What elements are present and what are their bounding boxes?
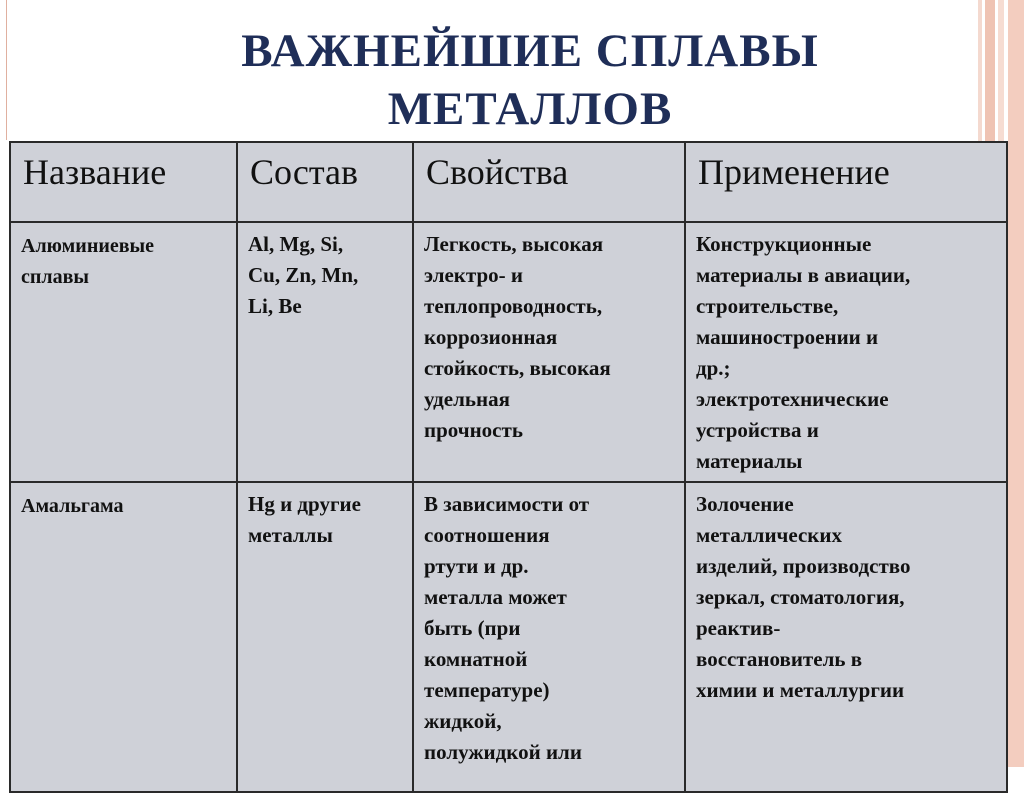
header-name: Название: [10, 142, 237, 222]
frame-line: [6, 0, 7, 140]
cell-properties: В зависимости от соотношения ртути и др. металла может быть (при комнатной температуре) жидкой, полужидкой или: [413, 482, 685, 792]
slide-title-line2: МЕТАЛЛОВ: [387, 83, 673, 135]
cell-application: Конструкционные материалы в авиации, строительстве, машиностроении и др.; электротехнические устройства и материалы: [685, 222, 1007, 482]
header-properties: Свойства: [413, 142, 685, 222]
slide-title: [120, 22, 940, 138]
table-row: [10, 222, 1007, 482]
cell-composition: Hg и другие металлы: [237, 482, 413, 792]
table-row: [10, 482, 1007, 792]
cell-properties: Легкость, высокая электро- и теплопроводность, коррозионная стойкость, высокая удельная прочность: [413, 222, 685, 482]
cell-name: Амальгама: [10, 482, 237, 792]
cell-name: Алюминиевые сплавы: [10, 222, 237, 482]
alloys-table: [9, 141, 1008, 793]
cell-composition: Al, Mg, Si, Cu, Zn, Mn, Li, Be: [237, 222, 413, 482]
cell-application: Золочение металлических изделий, производство зеркал, стоматология, реактив- восстановитель в химии и металлургии: [685, 482, 1007, 792]
slide-title-line1: ВАЖНЕЙШИЕ СПЛАВЫ: [241, 25, 819, 77]
decor-stripe: [1008, 0, 1024, 767]
header-application: Применение: [685, 142, 1007, 222]
table-header-row: [10, 142, 1007, 222]
header-composition: Состав: [237, 142, 413, 222]
